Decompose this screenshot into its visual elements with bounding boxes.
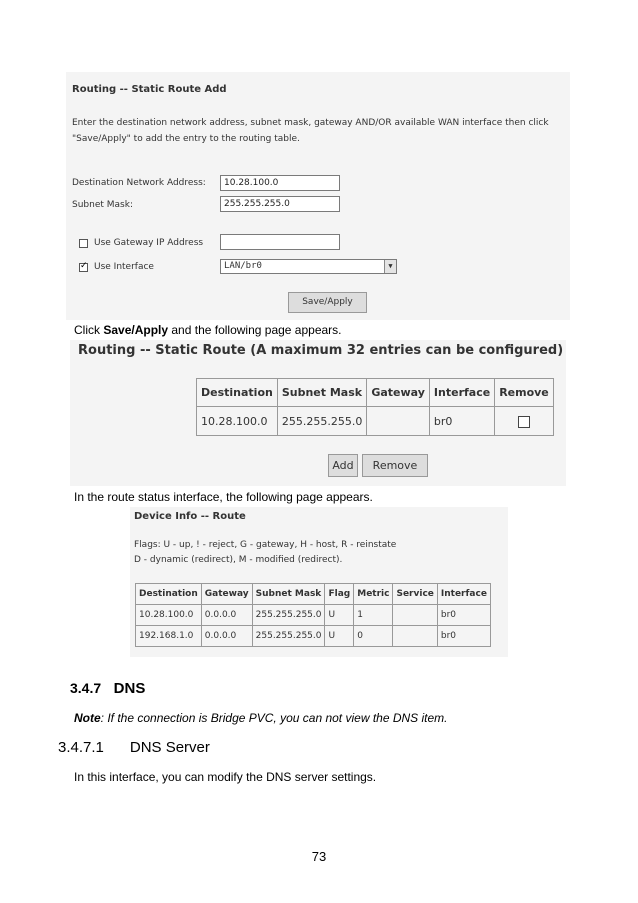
static-route-table-screenshot bbox=[70, 340, 566, 486]
static-route-table bbox=[196, 378, 554, 436]
table-row bbox=[197, 407, 554, 436]
table-row bbox=[136, 626, 491, 647]
use-interface-checkbox[interactable] bbox=[79, 263, 88, 272]
table-header-cell: Service bbox=[393, 584, 437, 605]
gateway-ip-input[interactable] bbox=[220, 234, 340, 250]
paragraph-route-status: In the route status interface, the following page appears. bbox=[74, 490, 373, 504]
table-cell: 255.255.255.0 bbox=[252, 605, 325, 626]
table-row bbox=[136, 605, 491, 626]
table-cell: 0.0.0.0 bbox=[201, 605, 252, 626]
paragraph-click-save-prefix: Click bbox=[74, 323, 104, 337]
flags-legend bbox=[134, 538, 396, 568]
table-header-cell: Gateway bbox=[367, 379, 430, 407]
paragraph-dns-settings: In this interface, you can modify the DNS server settings. bbox=[74, 770, 377, 784]
table-header-cell: Subnet Mask bbox=[252, 584, 325, 605]
remove-checkbox[interactable] bbox=[518, 416, 530, 428]
destination-address-input[interactable]: 10.28.100.0 bbox=[220, 175, 340, 191]
table-header-cell: Interface bbox=[429, 379, 494, 407]
section-heading-dns-server bbox=[58, 739, 210, 756]
table-cell: 0 bbox=[354, 626, 393, 647]
use-gateway-label: Use Gateway IP Address bbox=[94, 238, 204, 248]
add-button[interactable]: Add bbox=[328, 454, 358, 477]
table-header-cell: Metric bbox=[354, 584, 393, 605]
table-cell bbox=[367, 407, 430, 436]
section-title: DNS Server bbox=[129, 739, 210, 756]
table-header-cell: Remove bbox=[495, 379, 554, 407]
paragraph-click-save bbox=[74, 323, 342, 337]
use-gateway-checkbox[interactable] bbox=[79, 239, 88, 248]
interface-select-value: LAN/br0 bbox=[224, 261, 262, 271]
note-paragraph bbox=[74, 711, 448, 725]
table-cell: br0 bbox=[437, 626, 490, 647]
note-text: : If the connection is Bridge PVC, you can not view the DNS item. bbox=[100, 711, 448, 725]
device-info-route-title: Device Info -- Route bbox=[134, 511, 246, 522]
interface-select[interactable] bbox=[220, 259, 397, 274]
chevron-down-icon: ▼ bbox=[384, 260, 396, 273]
flags-line: D - dynamic (redirect), M - modified (redirect). bbox=[134, 555, 343, 565]
remove-cell bbox=[495, 407, 554, 436]
table-header-row bbox=[197, 379, 554, 407]
table-cell: 1 bbox=[354, 605, 393, 626]
note-label: Note bbox=[74, 711, 101, 725]
table-cell: U bbox=[325, 605, 354, 626]
save-apply-button[interactable]: Save/Apply bbox=[288, 292, 367, 313]
static-route-table-title: Routing -- Static Route (A maximum 32 entries can be configured) bbox=[78, 343, 564, 358]
table-header-cell: Flag bbox=[325, 584, 354, 605]
table-cell: 192.168.1.0 bbox=[136, 626, 202, 647]
table-cell: br0 bbox=[429, 407, 494, 436]
table-cell bbox=[393, 605, 437, 626]
section-number: 3.4.7 bbox=[70, 680, 102, 696]
remove-button[interactable]: Remove bbox=[362, 454, 428, 477]
route-info-table bbox=[135, 583, 491, 647]
table-cell: 0.0.0.0 bbox=[201, 626, 252, 647]
subnet-mask-label: Subnet Mask: bbox=[72, 200, 133, 210]
table-cell: 10.28.100.0 bbox=[136, 605, 202, 626]
table-cell bbox=[393, 626, 437, 647]
static-route-add-screenshot bbox=[66, 72, 570, 320]
subnet-mask-input[interactable]: 255.255.255.0 bbox=[220, 196, 340, 212]
table-cell: U bbox=[325, 626, 354, 647]
page-number: 73 bbox=[311, 849, 327, 864]
paragraph-click-save-suffix: and the following page appears. bbox=[168, 323, 342, 337]
table-cell: 255.255.255.0 bbox=[277, 407, 366, 436]
use-interface-label: Use Interface bbox=[94, 262, 154, 272]
static-route-add-title: Routing -- Static Route Add bbox=[72, 84, 227, 95]
section-number: 3.4.7.1 bbox=[58, 739, 104, 756]
section-title: DNS bbox=[113, 680, 146, 697]
device-info-route-screenshot bbox=[130, 507, 508, 657]
table-header-cell: Subnet Mask bbox=[277, 379, 366, 407]
static-route-add-description: Enter the destination network address, subnet mask, gateway AND/OR available WAN interface then click "Save/Apply" to add the entry to the routing table. bbox=[72, 118, 549, 144]
table-cell: 255.255.255.0 bbox=[252, 626, 325, 647]
paragraph-click-save-bold: Save/Apply bbox=[103, 323, 169, 337]
destination-address-label: Destination Network Address: bbox=[72, 178, 206, 188]
table-header-cell: Interface bbox=[437, 584, 490, 605]
table-cell: br0 bbox=[437, 605, 490, 626]
flags-line: Flags: U - up, ! - reject, G - gateway, H - host, R - reinstate bbox=[134, 540, 397, 550]
section-heading-dns bbox=[70, 680, 145, 697]
table-cell: 10.28.100.0 bbox=[197, 407, 278, 436]
table-header-cell: Destination bbox=[136, 584, 202, 605]
table-header-cell: Gateway bbox=[201, 584, 252, 605]
table-header-row bbox=[136, 584, 491, 605]
table-header-cell: Destination bbox=[197, 379, 278, 407]
